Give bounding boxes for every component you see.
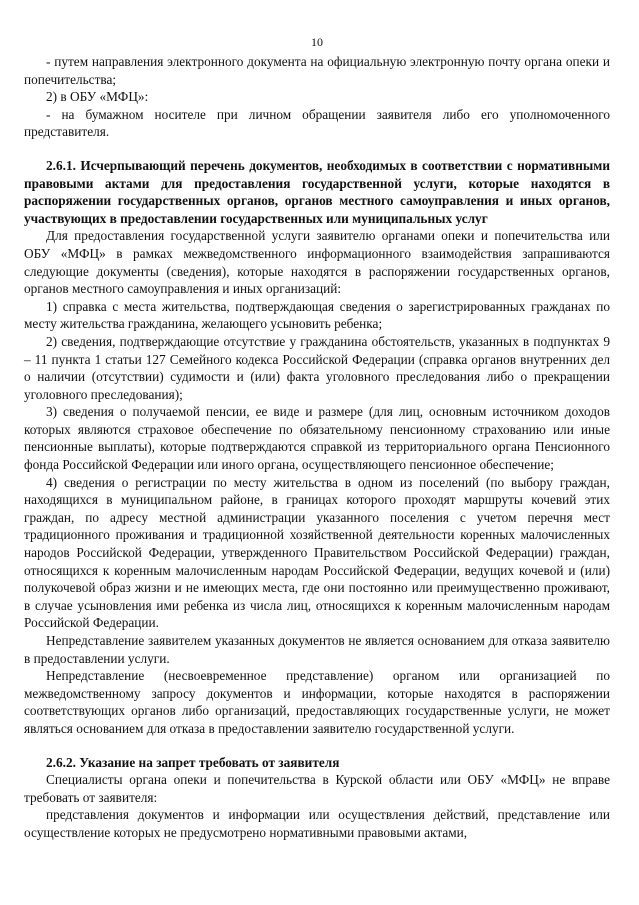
section-2-6-2-lead: Специалисты органа опеки и попечительства в Курской области или ОБУ «МФЦ» не вправе требовать от заявителя: (24, 772, 610, 805)
intro-line-3: - на бумажном носителе при личном обращении заявителя либо его уполномоченного представителя. (24, 106, 610, 140)
section-2-6-1-lead: Для предоставления государственной услуги заявителю органами опеки и попечительства или ОБУ «МФЦ» в рамках межведомственного информационного взаимодействия запрашиваются следующие документы (сведения), которые находятся в распоряжении государственных органов, органов местного самоуправления и иных организаций: (24, 228, 610, 297)
list-item-4: 4) сведения о регистрации по месту жительства в одном из поселений (по выбору граждан, находящихся в муниципальном районе, в границах которого проходят маршруты кочевий этих граждан, по адресу местной администрации указанного поселения с учетом перечня мест традиционного проживания и традиционной хозяйственной деятельности коренных малочисленных народов Российской Федерации, утвержденного Правительством Российской Федерации) граждан, относящихся к коренным малочисленным народам Российской Федерации, ведущих кочевой и (или) полукочевой образ жизни и не имеющих места, где они постоянно или преимущественно проживают, в случае усыновления ими ребенка из числа лиц, относящихся к коренным малочисленным народам Российской Федерации. (24, 474, 610, 631)
section-2-6-2-heading: 2.6.2. Указание на запрет требовать от заявителя (46, 754, 340, 770)
list-item-3: 3) сведения о получаемой пенсии, ее виде и размере (для лиц, основным источником доходов которых являются страховое обеспечение по обязательному пенсионному страхованию или иные пенсионные выплаты), которые подтверждаются справкой из территориального органа Пенсионного фонда Российской Федерации или иного органа, осуществляющего пенсионное обеспечение; (24, 404, 610, 473)
intro-line-2: 2) в ОБУ «МФЦ»: (46, 89, 149, 105)
page-number: 10 (311, 35, 323, 49)
section-2-6-2-text: представления документов и информации или осуществления действий, представление или осуществление которых не предусмотрено нормативными правовыми актами, (24, 807, 610, 840)
list-item-2: 2) сведения, подтверждающие отсутствие у гражданина обстоятельств, указанных в подпунктах 9 – 11 пункта 1 статьи 127 Семейного кодекса Российской Федерации (справка органов внутренних дел о наличии (отсутствии) судимости и (или) факта уголовного преследования либо о прекращении уголовного преследования); (24, 333, 610, 402)
section-2-6-1-note-2: Непредставление (несвоевременное представление) органом или организацией по межведомственному запросу документов и информации, которые находятся в распоряжении соответствующих органов либо организаций, предоставляющих государственные услуги, не может являться основанием для отказа в предоставлении заявителю государственной услуги. (24, 668, 610, 736)
document-page (24, 0, 610, 842)
intro-line-1: - путем направления электронного документа на официальную электронную почту органа опеки и попечительства; (24, 54, 610, 87)
list-item-1: 1) справка с места жительства, подтверждающая сведения о зарегистрированных гражданах по месту жительства гражданина, желающего усыновить ребенка; (24, 298, 610, 332)
section-2-6-1-heading: 2.6.1. Исчерпывающий перечень документов, необходимых в соответствии с нормативными правовыми актами для предоставления государственной услуги, которые находятся в распоряжении государственных органов, органов местного самоуправления и иных органов, участвующих в предоставлении государственных или муниципальных услуг (24, 157, 610, 226)
section-2-6-1-note-1: Непредставление заявителем указанных документов не является основанием для отказа заявителю в предоставлении услуги. (24, 633, 610, 666)
